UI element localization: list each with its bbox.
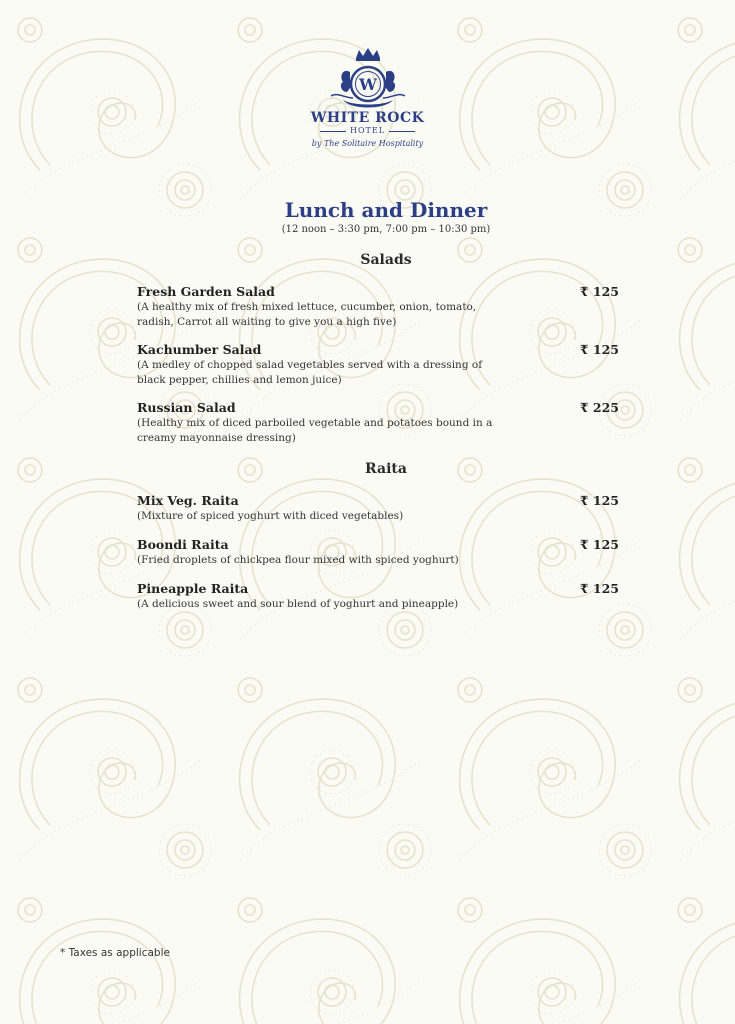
item-description: (A medley of chopped salad vegetables served with a dressing of black pepper, chillies and lemon juice) (137, 359, 483, 386)
item-price: ₹ 125 (579, 284, 619, 299)
crest-emblem-icon (323, 48, 413, 110)
menu-item (137, 493, 619, 524)
item-description: (Healthy mix of diced parboiled vegetable and potatoes bound in a creamy mayonnaise dressing) (137, 417, 493, 444)
section-heading-raita: Raita (365, 461, 407, 477)
brand-sub (0, 126, 735, 136)
item-name: Russian Salad (137, 400, 236, 415)
taxes-footnote: * Taxes as applicable (60, 947, 170, 959)
item-name: Pineapple Raita (137, 581, 249, 596)
hotel-logo (0, 48, 735, 150)
brand-name: WHITE ROCK (310, 110, 425, 126)
item-description: (Mixture of spiced yoghurt with diced vegetables) (137, 510, 404, 522)
item-price: ₹ 125 (579, 342, 619, 357)
item-name: Fresh Garden Salad (137, 284, 275, 299)
menu-item (137, 400, 619, 446)
item-price: ₹ 125 (579, 581, 619, 596)
item-description: (Fried droplets of chickpea flour mixed with spiced yoghurt) (137, 554, 459, 566)
divider (320, 131, 346, 132)
service-hours: (12 noon – 3:30 pm, 7:00 pm – 10:30 pm) (281, 224, 491, 235)
menu-item (137, 581, 619, 612)
brand-sub-label: HOTEL (349, 126, 386, 135)
item-price: ₹ 125 (579, 493, 619, 508)
item-price: ₹ 225 (579, 400, 619, 415)
item-description: (A healthy mix of fresh mixed lettuce, cucumber, onion, tomato, radish, Carrot all waiting to give you a high five) (137, 301, 477, 328)
item-name: Mix Veg. Raita (137, 493, 239, 508)
section-heading-salads: Salads (360, 252, 412, 268)
menu-title: Lunch and Dinner (284, 198, 488, 222)
menu-item (137, 342, 619, 388)
menu-item (137, 537, 619, 568)
monogram-letter: W (358, 75, 377, 94)
item-name: Kachumber Salad (137, 342, 262, 357)
item-description: (A delicious sweet and sour blend of yoghurt and pineapple) (137, 598, 459, 610)
divider (389, 131, 415, 132)
item-price: ₹ 125 (579, 537, 619, 552)
brand-tagline: by The Solitaire Hospitality (311, 139, 424, 148)
item-name: Boondi Raita (137, 537, 229, 552)
menu-item (137, 284, 619, 330)
